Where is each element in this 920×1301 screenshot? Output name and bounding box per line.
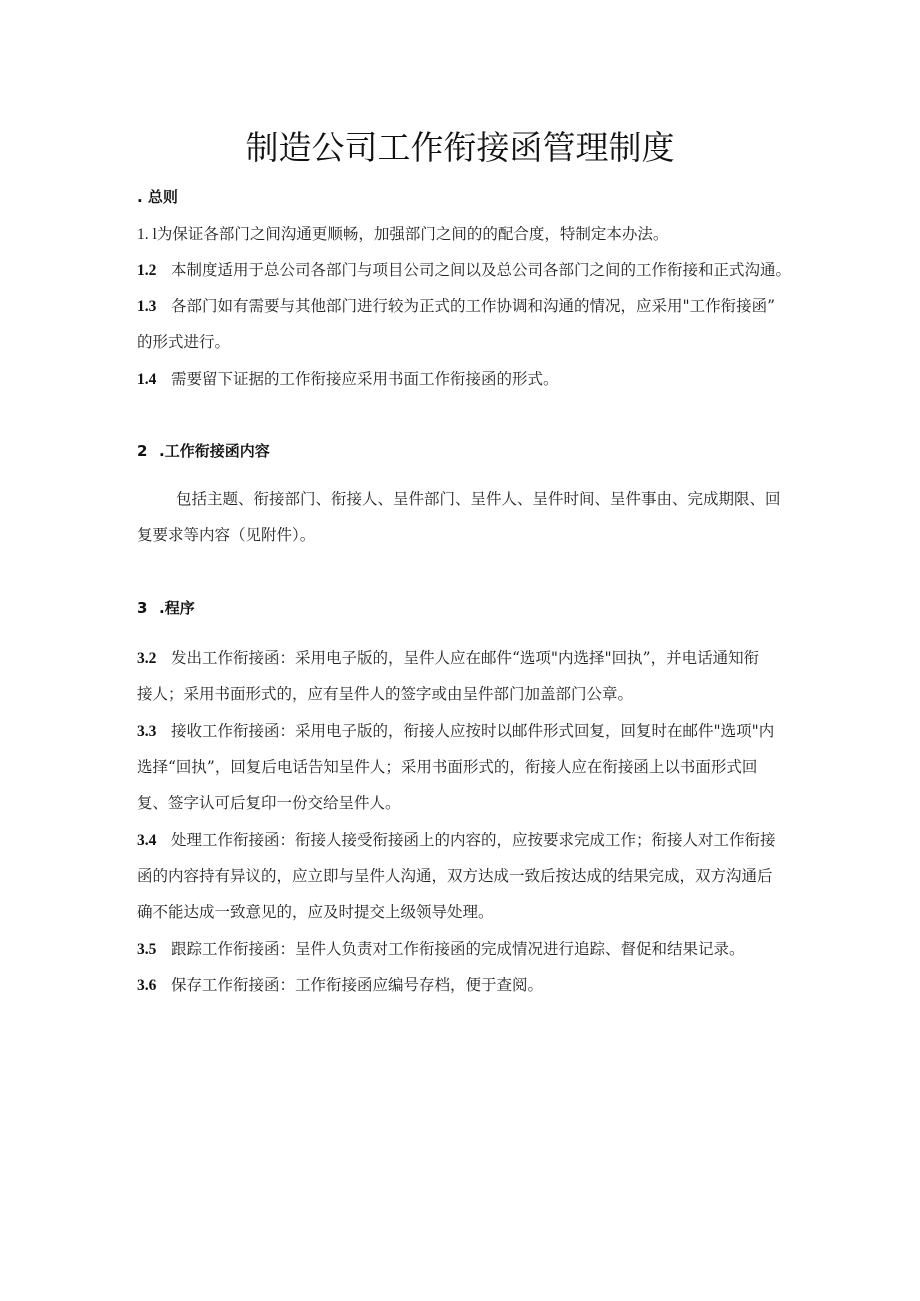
heading-text: .工作衔接函内容 [159,442,270,460]
heading-text: .程序 [159,599,195,617]
item-number: 1.2 [137,262,157,279]
section-3-item-4 [137,830,776,851]
section-3-item-3-line-2: 选择“回执”，回复后电话告知呈件人；采用书面形式的，衔接人应在衔接函上以书面形式回 [137,758,758,776]
section-2-heading [137,441,270,461]
section-3-item-4-line-2: 函的内容持有异议的，应立即与呈件人沟通，双方达成一致后按达成的结果完成，双方沟通后 [137,867,773,885]
item-number: 3.3 [137,723,157,740]
item-text: 为保证各部门之间沟通更顺畅，加强部门之间的的配合度，特制定本办法。 [156,225,669,243]
item-text: 跟踪工作衔接函：呈件人负责对工作衔接函的完成情况进行追踪、督促和结果记录。 [171,940,745,958]
section-1-item-3 [137,296,775,317]
item-text: 需要留下证据的工作衔接应采用书面工作衔接函的形式。 [171,370,559,388]
section-1-item-1 [137,224,668,245]
item-text: 接收工作衔接函：采用电子版的，衔接人应按时以邮件形式回复，回复时在邮件"选项"内 [171,722,775,740]
item-number: 3.2 [137,650,157,667]
section-1-item-2 [137,260,791,281]
heading-number: 3 [137,599,148,617]
item-number: 1.4 [137,371,157,388]
section-3-item-6 [137,975,543,996]
document-title: 制造公司工作衔接函管理制度 [245,128,675,167]
item-text: 处理工作衔接函：衔接人接受衔接函上的内容的，应按要求完成工作；衔接人对工作衔接 [171,831,776,849]
item-number: 3.5 [137,941,157,958]
item-text: 本制度适用于总公司各部门与项目公司之间以及总公司各部门之间的工作衔接和正式沟通。 [171,261,792,279]
section-1-heading: . 总则 [137,188,178,206]
section-2-paragraph-line-2: 复要求等内容（见附件）。 [137,526,316,544]
section-3-item-2 [137,648,759,669]
section-3-heading [137,598,195,618]
section-1-item-4 [137,369,559,390]
item-number: 3.4 [137,832,157,849]
item-text: 各部门如有需要与其他部门进行较为正式的工作协调和沟通的情况，应采用"工作衔接函” [171,297,776,315]
heading-number: 2 [137,442,148,460]
item-number: 1.3 [137,298,157,315]
section-2-paragraph-line-1: 包括主题、衔接部门、衔接人、呈件部门、呈件人、呈件时间、呈件事由、完成期限、回 [176,490,781,508]
item-number: 3.6 [137,977,157,994]
section-3-item-3-line-3: 复、签字认可后复印一份交给呈件人。 [137,794,401,812]
section-3-item-4-line-3: 确不能达成一致意见的，应及时提交上级领导处理。 [137,903,494,921]
item-text: 发出工作衔接函：采用电子版的，呈件人应在邮件“选项"内选择"回执”，并电话通知衔 [171,649,760,667]
section-3-item-3 [137,721,774,742]
section-3-item-2-line-2: 接人；采用书面形式的，应有呈件人的签字或由呈件部门加盖部门公章。 [137,685,634,703]
section-3-item-5 [137,939,745,960]
section-1-item-3-cont: 的形式进行。 [137,333,231,351]
item-number: 1. l [137,226,157,243]
item-text: 保存工作衔接函：工作衔接函应编号存档，便于查阅。 [171,976,544,994]
